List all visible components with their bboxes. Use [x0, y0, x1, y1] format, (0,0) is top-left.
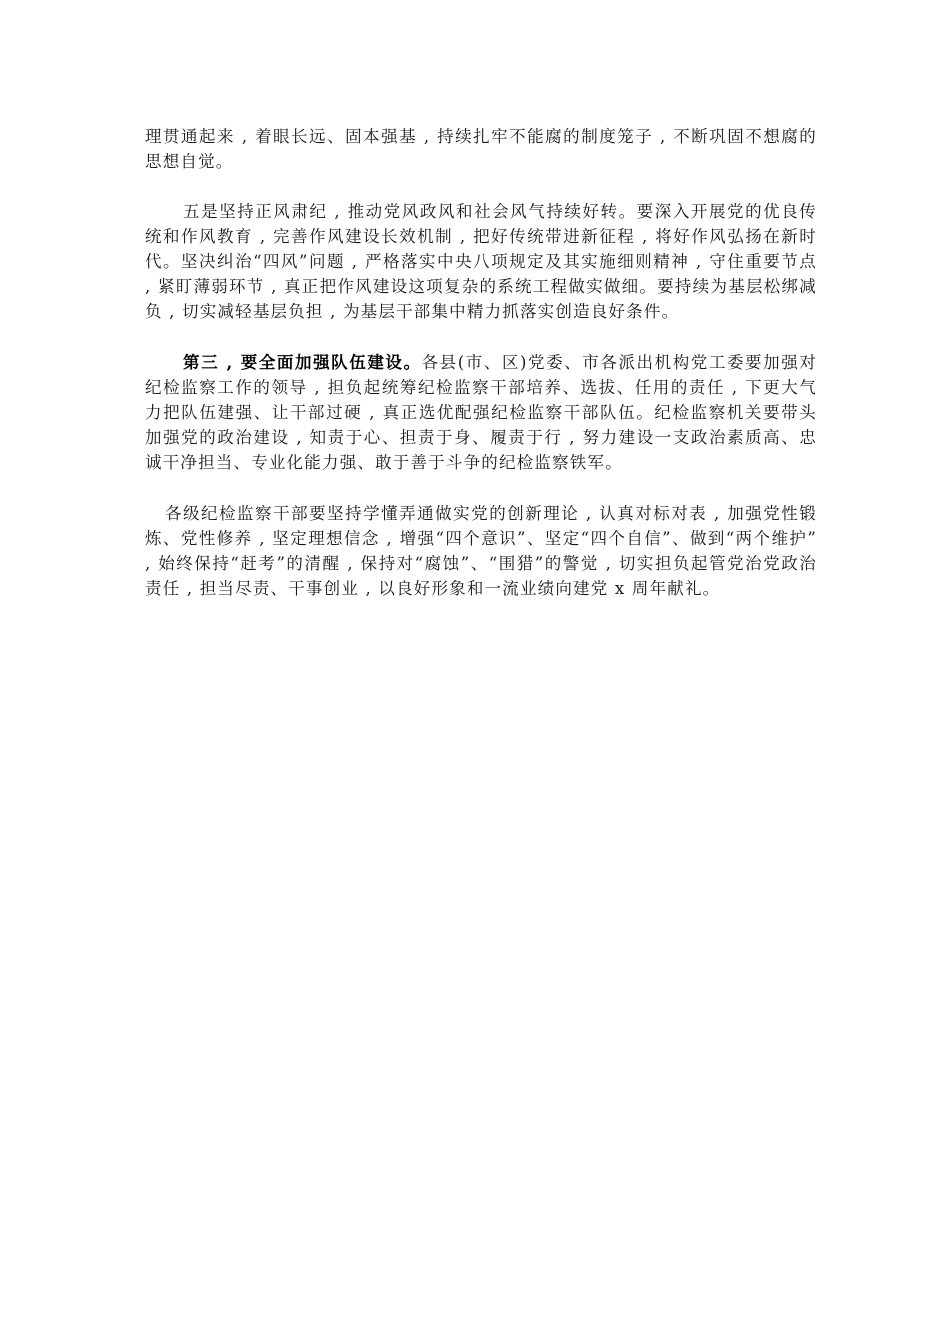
paragraph-1 — [145, 124, 817, 174]
paragraph-2-text: 五是坚持正风肃纪 , 推动党风政风和社会风气持续好转。要深入开展党的优良传统和作风教育 , 完善作风建设长效机制 , 把好传统带进新征程 , 将好作风弘扬在新时代。坚决纠治“四风”问题 , 严格落实中央八项规定及其实施细则精神 , 守住重要节点 , 紧盯薄弱环节 , 真正把作风建设这项复杂的系统工程做实做细。要持续为基层松绑减负 , 切实减轻基层负担 , 为基层干部集中精力抓落实创造良好条件。 — [145, 202, 817, 321]
paragraph-3 — [145, 350, 817, 475]
paragraph-1-text: 理贯通起来 , 着眼长远、固本强基 , 持续扎牢不能腐的制度笼子 , 不断巩固不想腐的思想自觉。 — [145, 127, 817, 171]
paragraph-2 — [145, 199, 817, 324]
paragraph-3-heading: 第三 , 要全面加强队伍建设。 — [183, 353, 422, 372]
paragraph-3-text: 各县(市、区)党委、市各派出机构党工委要加强对纪检监察工作的领导 , 担负起统筹纪检监察干部培养、选拔、任用的责任 , 下更大气力把队伍建强、让干部过硬 , 真正选优配强纪检监察干部队伍。纪检监察机关要带头加强党的政治建设 , 知责于心、担责于身、履责于行 , 努力建设一支政治素质高、忠诚干净担当、专业化能力强、敢于善于斗争的纪检监察铁军。 — [145, 353, 817, 472]
paragraph-4-text: 各级纪检监察干部要坚持学懂弄通做实党的创新理论 , 认真对标对表 , 加强党性锻炼、党性修养 , 坚定理想信念 , 增强“四个意识”、坚定“四个自信”、做到“两个维护” , 始终保持“赶考”的清醒 , 保持对“腐蚀”、“围猎”的警觉 , 切实担负起管党治党政治责任 , 担当尽责、干事创业 , 以良好形象和一流业绩向建党 x 周年献礼。 — [145, 504, 817, 598]
paragraph-4 — [145, 501, 817, 601]
document-body — [145, 124, 817, 601]
